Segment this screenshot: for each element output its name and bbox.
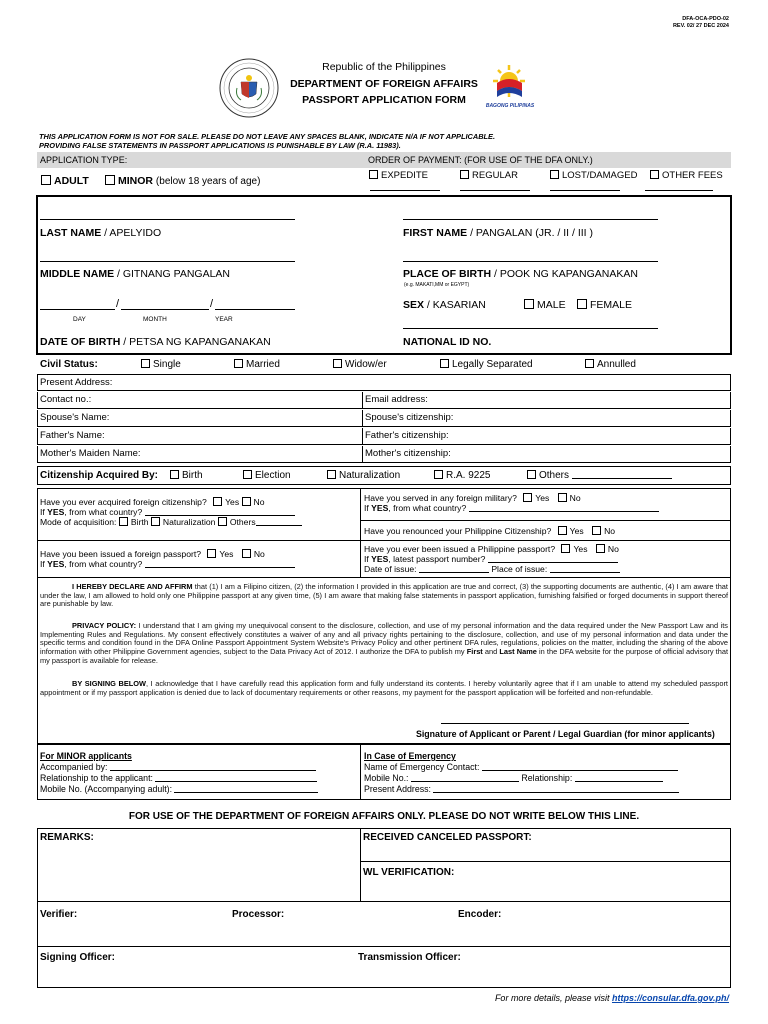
payment-lost[interactable] bbox=[550, 170, 638, 181]
cit-birth[interactable]: Birth bbox=[170, 470, 203, 481]
application-type-label: APPLICATION TYPE: bbox=[40, 155, 128, 165]
mother-name-label[interactable]: Mother's Maiden Name: bbox=[40, 448, 141, 459]
place-of-birth-label: PLACE OF BIRTH / POOK NG KAPANGANAKAN bbox=[403, 268, 638, 280]
consular-link[interactable]: https://consular.dfa.gov.ph/ bbox=[611, 993, 729, 1003]
document-revision: REV. 02/ 27 DEC 2024 bbox=[672, 23, 729, 29]
signing-paragraph: BY SIGNING BELOW, I acknowledge that I have carefully read this application form and fully understand its contents. I hereby voluntarily agree that if I am unable to attend my scheduled passport appointment or if my passport application is denied due to lack of documentary requirements or other reasons, my payment for the passport application will be forfeited and non-refundable. bbox=[40, 679, 728, 697]
last-name-label: LAST NAME / APELYIDO bbox=[40, 227, 162, 239]
dob-year-line[interactable] bbox=[215, 309, 295, 310]
processor-field[interactable]: Processor: bbox=[232, 909, 285, 920]
wl-verification-field[interactable]: WL VERIFICATION: bbox=[363, 867, 455, 878]
first-name-label: FIRST NAME / PANGALAN (JR. / II / III ) bbox=[403, 227, 593, 239]
cit-ra9225-checkbox[interactable] bbox=[434, 470, 443, 479]
cit-naturalization[interactable]: Naturalization bbox=[327, 470, 400, 481]
minor-checkbox[interactable] bbox=[105, 175, 115, 185]
email-label[interactable]: Email address: bbox=[365, 394, 428, 405]
annulled-checkbox[interactable] bbox=[585, 359, 594, 368]
middle-name-label: MIDDLE NAME / GITNANG PANGALAN bbox=[40, 268, 231, 280]
other-fees-checkbox[interactable] bbox=[650, 170, 659, 179]
accompanied-line[interactable] bbox=[110, 770, 316, 771]
dfa-use-banner: FOR USE OF THE DEPARTMENT OF FOREIGN AFFAIRS ONLY. PLEASE DO NOT WRITE BELOW THIS LINE. bbox=[128, 811, 640, 822]
payment-label: ORDER OF PAYMENT: (FOR USE OF THE DFA ONLY.) bbox=[368, 155, 593, 165]
spouse-citizenship-label[interactable]: Spouse's citizenship: bbox=[365, 412, 454, 423]
regular-line[interactable] bbox=[460, 190, 530, 191]
first-name-line[interactable] bbox=[403, 219, 658, 220]
mother-row bbox=[37, 446, 731, 463]
lost-damaged-checkbox[interactable] bbox=[550, 170, 559, 179]
place-of-birth-example: (e.g. MAKATI,MM or EGYPT) bbox=[404, 282, 470, 288]
contact-label[interactable]: Contact no.: bbox=[40, 394, 92, 405]
remarks-field[interactable]: REMARKS: bbox=[40, 832, 94, 843]
q4-yes-checkbox[interactable] bbox=[207, 549, 216, 558]
q-foreign-citizenship: Have you ever acquired foreign citizenship? Yes No If YES, from what country? Mode of acquisition: Birth Naturalization Others bbox=[40, 497, 358, 527]
encoder-field[interactable]: Encoder: bbox=[458, 909, 502, 920]
place-of-birth-line[interactable] bbox=[403, 261, 658, 262]
minor-mobile-line[interactable] bbox=[174, 792, 318, 793]
q-foreign-passport: Have you been issued a foreign passport? Yes No If YES, from what country? bbox=[40, 549, 358, 569]
male-checkbox[interactable] bbox=[524, 299, 534, 309]
regular-label: REGULAR bbox=[472, 170, 518, 181]
cit-others-checkbox[interactable] bbox=[527, 470, 536, 479]
contact-row bbox=[37, 392, 731, 409]
cit-ra9225[interactable]: R.A. 9225 bbox=[434, 470, 490, 481]
present-address-label: Present Address: bbox=[40, 377, 113, 388]
privacy-policy-paragraph: PRIVACY POLICY: I understand that I am giving my unequivocal consent to the disclosure, collection, and use of my personal information and the data required under the New Passport Law and its Implementing Rules and Regulations. My consent effectively constitutes a waiver of any and all privacy rights pertaining to the disclosure, collection, and use of my personal information and data under the specific terms and condition found in the DFA Online Passport Appointment System Website's Privacy Policy and other pertinent DFA rules, regulations, policies on the matter, including the sharing of the above information with other Philippine Government agencies, subject to the Data Privacy Act of 2012. I authorize the DFA to publish my First and Last Name in the DFA website for the purpose of official advisory that my passport is available for release. bbox=[40, 621, 728, 665]
payment-regular[interactable] bbox=[460, 170, 518, 181]
separated-checkbox[interactable] bbox=[440, 359, 449, 368]
dfa-use-box bbox=[37, 828, 731, 988]
adult-label: ADULT bbox=[54, 175, 89, 187]
national-id-line[interactable] bbox=[403, 328, 658, 329]
married-checkbox[interactable] bbox=[234, 359, 243, 368]
civil-annulled[interactable]: Annulled bbox=[585, 359, 636, 370]
adult-checkbox[interactable] bbox=[41, 175, 51, 185]
dob-year-label: YEAR bbox=[215, 316, 233, 323]
payment-expedite[interactable] bbox=[369, 170, 428, 181]
lost-damaged-label: LOST/DAMAGED bbox=[562, 170, 638, 181]
sex-female-option[interactable]: FEMALE bbox=[577, 299, 632, 311]
cit-election-checkbox[interactable] bbox=[243, 470, 252, 479]
cit-others[interactable]: Others bbox=[527, 470, 672, 481]
date-of-birth-label: DATE OF BIRTH / PETSA NG KAPANGANAKAN bbox=[40, 336, 271, 348]
minor-note: (below 18 years of age) bbox=[155, 176, 261, 187]
sex-label: SEX / KASARIAN bbox=[403, 299, 486, 311]
adult-option[interactable] bbox=[41, 175, 89, 187]
q2-yes-checkbox[interactable] bbox=[523, 493, 532, 502]
department-title: DEPARTMENT OF FOREIGN AFFAIRS bbox=[290, 78, 478, 90]
father-citizenship-label[interactable]: Father's citizenship: bbox=[365, 430, 449, 441]
present-address-row[interactable] bbox=[37, 374, 731, 391]
father-name-label[interactable]: Father's Name: bbox=[40, 430, 105, 441]
q-foreign-military: Have you served in any foreign military? Yes No If YES, from what country? bbox=[364, 493, 728, 513]
emergency-relationship-line[interactable] bbox=[575, 781, 663, 782]
q2-no-checkbox[interactable] bbox=[558, 493, 567, 502]
other-line[interactable] bbox=[645, 190, 713, 191]
notice-line-2: PROVIDING FALSE STATEMENTS IN PASSPORT APPLICATIONS IS PUNISHABLE BY LAW (R.A. 11983). bbox=[39, 141, 401, 150]
expedite-checkbox[interactable] bbox=[369, 170, 378, 179]
single-checkbox[interactable] bbox=[141, 359, 150, 368]
regular-checkbox[interactable] bbox=[460, 170, 469, 179]
expedite-label: EXPEDITE bbox=[381, 170, 428, 181]
mother-citizenship-label[interactable]: Mother's citizenship: bbox=[365, 448, 451, 459]
civil-separated[interactable]: Legally Separated bbox=[440, 359, 533, 370]
minor-title: For MINOR applicants bbox=[40, 751, 132, 761]
cit-naturalization-checkbox[interactable] bbox=[327, 470, 336, 479]
transmission-officer-field[interactable]: Transmission Officer: bbox=[358, 952, 461, 963]
form-title: PASSPORT APPLICATION FORM bbox=[302, 94, 466, 106]
q-ph-passport: Have you ever been issued a Philippine passport? Yes No If YES, latest passport number? Date of issue: Place of issue: bbox=[364, 544, 619, 574]
citizenship-label: Citizenship Acquired By: bbox=[40, 470, 158, 481]
document-code: DFA-OCA-PDO-02 bbox=[682, 16, 729, 22]
dob-month-label: MONTH bbox=[143, 316, 167, 323]
dob-day-label: DAY bbox=[73, 316, 86, 323]
dob-slash-2: / bbox=[210, 298, 214, 310]
last-name-line[interactable] bbox=[40, 219, 295, 220]
q-renounced: Have you renounced your Philippine Citizenship? Yes No bbox=[364, 526, 616, 536]
q1-no-checkbox[interactable] bbox=[242, 497, 251, 506]
payment-other[interactable] bbox=[650, 170, 723, 181]
notice-line-1: THIS APPLICATION FORM IS NOT FOR SALE. PLEASE DO NOT LEAVE ANY SPACES BLANK, INDICATE N/A IF NOT APPLICABLE. bbox=[39, 132, 496, 141]
cit-election[interactable]: Election bbox=[243, 470, 291, 481]
signature-label: Signature of Applicant or Parent / Legal Guardian (for minor applicants) bbox=[416, 729, 715, 739]
footer-text: For more details, please visit bbox=[494, 993, 612, 1003]
signing-officer-field[interactable]: Signing Officer: bbox=[40, 952, 115, 963]
q1-yes-checkbox[interactable] bbox=[213, 497, 222, 506]
emergency-section: In Case of Emergency Name of Emergency Contact: Mobile No.: Relationship: Present Address: bbox=[364, 751, 679, 795]
widower-checkbox[interactable] bbox=[333, 359, 342, 368]
father-row bbox=[37, 428, 731, 445]
dob-month-line[interactable] bbox=[121, 309, 209, 310]
q4-no-checkbox[interactable] bbox=[242, 549, 251, 558]
emergency-name-line[interactable] bbox=[482, 770, 678, 771]
national-id-label: NATIONAL ID NO. bbox=[403, 336, 492, 348]
civil-widow[interactable]: Widow/er bbox=[333, 359, 387, 370]
emergency-mobile-line[interactable] bbox=[411, 781, 519, 782]
civil-married[interactable]: Married bbox=[234, 359, 280, 370]
received-passport-field[interactable]: RECEIVED CANCELED PASSPORT: bbox=[363, 832, 532, 843]
minor-option[interactable] bbox=[105, 175, 260, 187]
republic-title: Republic of the Philippines bbox=[322, 61, 446, 73]
middle-name-line[interactable] bbox=[40, 261, 295, 262]
cit-birth-checkbox[interactable] bbox=[170, 470, 179, 479]
q5-no-checkbox[interactable] bbox=[596, 544, 605, 553]
expedite-line[interactable] bbox=[370, 190, 440, 191]
emergency-address-line[interactable] bbox=[433, 792, 679, 793]
q3-yes-checkbox[interactable] bbox=[558, 526, 567, 535]
signature-line[interactable] bbox=[441, 723, 689, 724]
civil-status-label: Civil Status: bbox=[40, 359, 98, 370]
q3-no-checkbox[interactable] bbox=[592, 526, 601, 535]
minor-applicants-section: For MINOR applicants Accompanied by: Relationship to the applicant: Mobile No. (Accompanying adult): bbox=[40, 751, 318, 795]
footer bbox=[495, 993, 729, 1003]
verifier-field[interactable]: Verifier: bbox=[40, 909, 78, 920]
lost-line[interactable] bbox=[550, 190, 620, 191]
female-checkbox[interactable] bbox=[577, 299, 587, 309]
dob-day-line[interactable] bbox=[40, 309, 115, 310]
dob-slash-1: / bbox=[116, 298, 120, 310]
minor-label: MINOR bbox=[118, 175, 153, 187]
declaration-paragraph: I HEREBY DECLARE AND AFFIRM that (1) I am a Filipino citizen, (2) the information I provided in this application are true and correct, (3) the supporting documents are authentic, (4) I am aware that under the law, I am allowed to hold only one Philippine passport at any given time, (5) I am aware that making false statements in passport application, furnishing falsified or forged documents in support thereof are punishable by law. bbox=[40, 582, 728, 609]
emergency-title: In Case of Emergency bbox=[364, 751, 456, 761]
civil-single[interactable]: Single bbox=[141, 359, 181, 370]
relationship-line[interactable] bbox=[155, 781, 317, 782]
sex-male-option[interactable]: MALE bbox=[524, 299, 566, 311]
other-fees-label: OTHER FEES bbox=[662, 170, 723, 181]
spouse-name-label[interactable]: Spouse's Name: bbox=[40, 412, 110, 423]
spouse-row bbox=[37, 410, 731, 427]
q5-yes-checkbox[interactable] bbox=[561, 544, 570, 553]
bagong-pilipinas-text: BAGONG PILIPINAS bbox=[485, 103, 535, 109]
